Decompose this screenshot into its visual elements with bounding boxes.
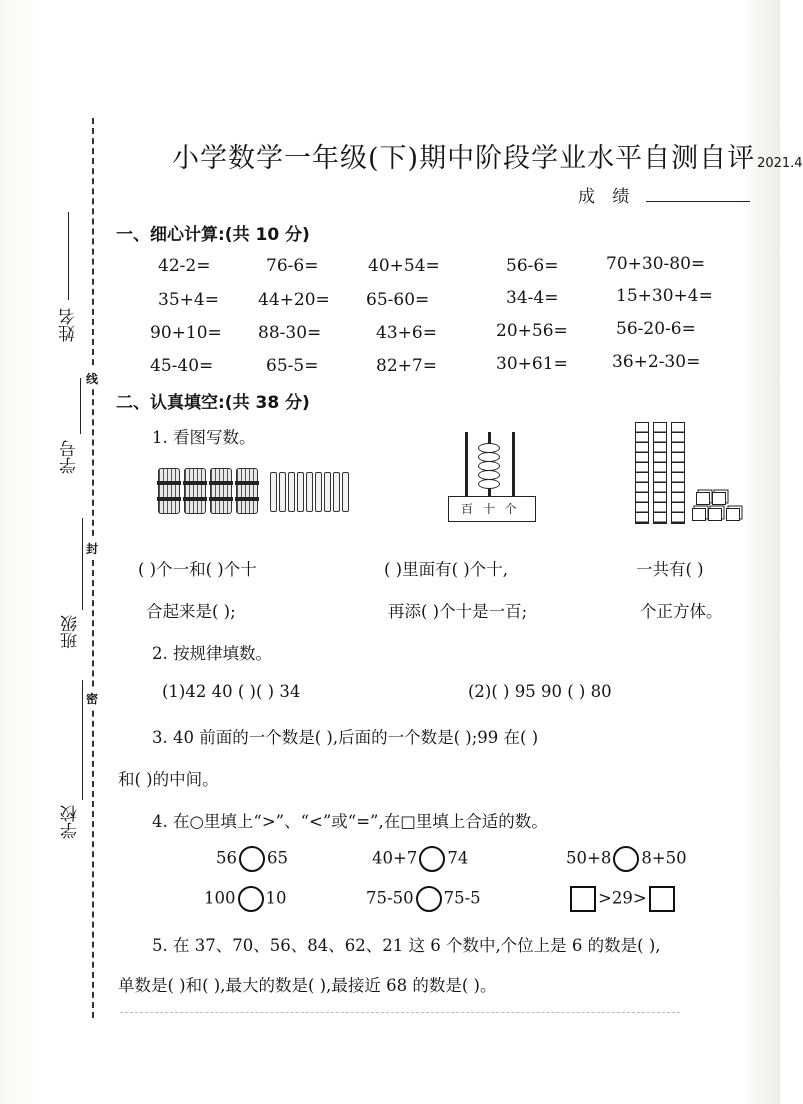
ten-rod	[653, 422, 667, 524]
calc-problem: 43+6=	[376, 323, 437, 343]
q1-text: 1. 看图写数。	[152, 428, 256, 447]
single-stick	[297, 472, 304, 512]
stick-bundle	[236, 468, 258, 514]
calc-problem: 82+7=	[376, 356, 437, 376]
calc-problem: 65-5=	[266, 356, 319, 376]
calc-problem: 42-2=	[158, 256, 211, 276]
answer-box[interactable]	[649, 886, 675, 912]
q4-text: 4. 在○里填上“>”、“<”或“=”,在□里填上合适的数。	[152, 812, 548, 831]
score-label: 成 绩	[578, 187, 636, 207]
ten-rod	[635, 422, 649, 524]
score-blank	[646, 201, 750, 202]
abacus-bead	[478, 479, 500, 489]
calc-problem: 35+4=	[158, 290, 219, 310]
compare-row	[366, 886, 481, 912]
binding-dashed-line	[92, 118, 94, 1018]
compare-right: 10	[265, 888, 287, 908]
calc-problem: 56-20-6=	[616, 319, 696, 339]
compare-right: 65	[267, 848, 288, 868]
student-no-label: 学号	[60, 440, 80, 474]
compare-row	[204, 886, 287, 912]
calc-problem: 44+20=	[258, 290, 330, 310]
single-stick	[324, 472, 331, 512]
calc-problem: 76-6=	[266, 256, 319, 276]
unit-cube	[712, 492, 726, 505]
q5-line2: 单数是( )和( ),最大的数是( ),最接近 68 的数是( )。	[118, 976, 497, 995]
q1-answer-abacus-a: ( )里面有( )个十,	[384, 560, 508, 579]
single-stick	[333, 472, 340, 512]
single-stick	[288, 472, 295, 512]
calc-problem: 34-4=	[506, 288, 559, 308]
compare-left: 75-50	[366, 888, 414, 908]
stick-bundle	[184, 468, 206, 514]
answer-box[interactable]	[570, 886, 596, 912]
compare-circle[interactable]	[239, 846, 265, 872]
compare-row	[216, 846, 288, 872]
q1-answer-sticks-a: ( )个一和( )个十	[138, 560, 257, 579]
q1-answer-cubes-a: 一共有( )	[636, 560, 704, 579]
calc-problem: 88-30=	[258, 323, 322, 343]
exam-date: 2021.4	[757, 156, 803, 171]
abacus-label: 百 十 个	[461, 502, 520, 516]
q1-answer-sticks-b: 合起来是( );	[146, 602, 236, 621]
compare-circle[interactable]	[613, 846, 639, 872]
q2-part1: (1)42 40 ( )( ) 34	[162, 682, 301, 701]
compare-circle[interactable]	[416, 886, 442, 912]
stick-bundle	[158, 468, 180, 514]
class-line	[82, 518, 83, 610]
calc-problem: 45-40=	[150, 356, 214, 376]
compare-right: 74	[447, 848, 469, 868]
calc-problem: 70+30-80=	[606, 254, 706, 274]
unit-cube	[696, 492, 710, 505]
single-stick	[315, 472, 322, 512]
single-stick	[342, 472, 349, 512]
single-stick	[279, 472, 286, 512]
ten-rod	[671, 422, 685, 524]
compare-left: 100	[204, 888, 236, 908]
calc-problem: 20+56=	[496, 321, 568, 341]
calc-problem: 65-60=	[366, 290, 430, 310]
abacus-rod-ones	[512, 432, 515, 496]
name-line	[68, 212, 69, 300]
single-stick	[306, 472, 313, 512]
section2-heading: 二、认真填空:(共 38 分)	[116, 393, 310, 413]
bind-char-secret: 密	[86, 688, 98, 709]
single-stick	[270, 472, 277, 512]
calc-problem: 36+2-30=	[612, 352, 701, 372]
stick-bundle	[210, 468, 232, 514]
compare-row	[372, 846, 468, 872]
compare-circle[interactable]	[238, 886, 264, 912]
compare-left: 56	[216, 848, 237, 868]
class-label: 班级	[61, 615, 81, 649]
compare-row	[566, 846, 687, 872]
compare-middle: >29>	[598, 888, 647, 908]
q1-answer-abacus-b: 再添( )个十是一百;	[388, 602, 528, 621]
student-no-line	[80, 378, 81, 434]
calc-problem: 15+30+4=	[616, 286, 713, 306]
bind-char-seal: 封	[86, 538, 98, 559]
school-line	[82, 680, 83, 800]
unit-cube	[708, 508, 722, 521]
compare-left: 50+8	[566, 848, 612, 868]
q3-line2: 和( )的中间。	[118, 770, 219, 789]
calc-problem: 40+54=	[368, 256, 440, 276]
q5-line1: 5. 在 37、70、56、84、62、21 这 6 个数中,个位上是 6 的数是( ),	[152, 936, 661, 955]
calc-problem: 56-6=	[506, 256, 559, 276]
name-label: 姓名	[59, 308, 79, 342]
abacus-rod-hundreds	[465, 432, 468, 496]
bottom-divider	[120, 1012, 680, 1013]
compare-left: 40+7	[372, 848, 418, 868]
unit-cube	[726, 508, 740, 521]
compare-circle[interactable]	[419, 846, 445, 872]
q2-text: 2. 按规律填数。	[152, 644, 272, 663]
page-title	[172, 136, 803, 175]
section1-heading: 一、细心计算:(共 10 分)	[116, 225, 310, 245]
unit-cube	[692, 508, 706, 521]
q1-answer-cubes-b: 个正方体。	[640, 602, 723, 621]
compare-row	[568, 886, 677, 912]
compare-right: 75-5	[443, 888, 481, 908]
bind-char-line: 线	[86, 368, 98, 389]
q2-part2: (2)( ) 95 90 ( ) 80	[468, 682, 612, 701]
school-label: 学校	[61, 805, 81, 839]
title-text: 小学数学一年级(下)期中阶段学业水平自测自评	[172, 143, 756, 174]
q3-line1: 3. 40 前面的一个数是( ),后面的一个数是( );99 在( )	[152, 728, 539, 747]
compare-right: 8+50	[641, 848, 687, 868]
calc-problem: 90+10=	[150, 323, 222, 343]
calc-problem: 30+61=	[496, 354, 568, 374]
